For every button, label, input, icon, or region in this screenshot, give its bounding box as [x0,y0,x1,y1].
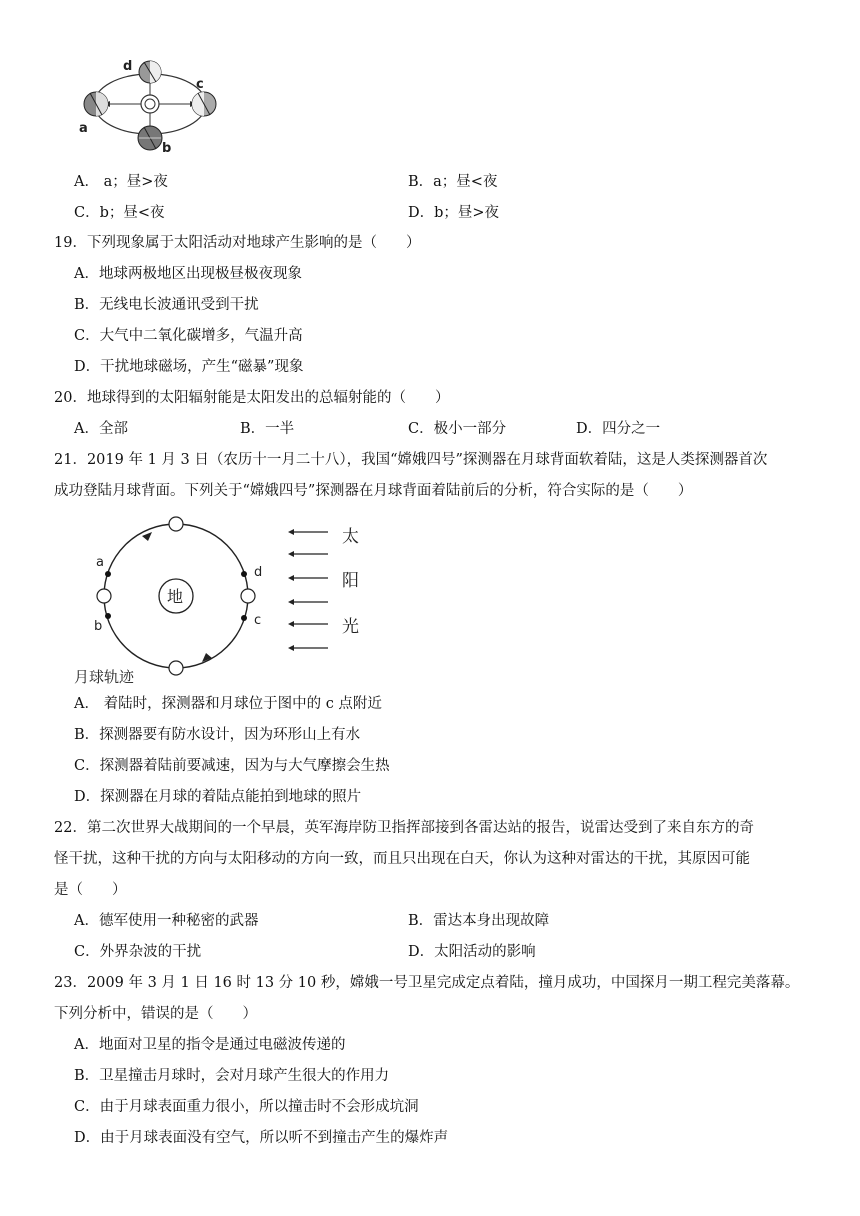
q21-stem-line2: 成功登陆月球背面。下列关于“嫦娥四号”探测器在月球背面着陆前后的分析，符合实际的是（ ） [54,483,693,499]
point-c [241,615,247,621]
label-d: d [123,59,133,74]
moon-orbit-diagram [72,510,372,686]
earth-b [138,126,162,150]
q22-option-a[interactable]: A．德军使用一种秘密的武器 [74,913,259,929]
label-a: a [79,121,88,136]
q21-option-a[interactable]: A． 着陆时，探测器和月球位于图中的 c 点附近 [74,696,382,712]
point-label-c: c [254,613,262,628]
point-label-a: a [96,555,104,570]
q21-option-d[interactable]: D．探测器在月球的着陆点能拍到地球的照片 [74,789,362,805]
label-b: b [162,141,172,156]
q18-option-d[interactable]: D．b；昼>夜 [408,205,500,221]
q22-stem-line3: 是（ ） [54,882,127,898]
q22-option-c[interactable]: C．外界杂波的干扰 [74,944,202,960]
q21-stem-line1: 21．2019 年 1 月 3 日（农历十一月二十八），我国“嫦娥四号”探测器在月球背面软着陆，这是人类探测器首次 [54,452,768,468]
sunlight-char-3: 光 [342,617,359,637]
moon-left [97,589,111,603]
q19-option-b[interactable]: B．无线电长波通讯受到干扰 [74,297,259,313]
sunlight-arrows [294,532,328,648]
sunlight-char-1: 太 [342,527,359,547]
point-a [105,571,111,577]
moon-bottom [169,661,183,675]
orbit-arrow-top [142,532,152,541]
q20-option-a[interactable]: A．全部 [74,421,128,437]
q18-option-b[interactable]: B．a；昼<夜 [408,174,498,190]
q20-option-c[interactable]: C．极小一部分 [408,421,507,437]
q20-option-d[interactable]: D．四分之一 [576,421,661,437]
point-label-b: b [94,619,103,634]
point-d [241,571,247,577]
q23-stem-line2: 下列分析中，错误的是（ ） [54,1006,257,1022]
q23-stem-line1: 23．2009 年 3 月 1 日 16 时 13 分 10 秒，嫦娥一号卫星完成定点着陆，撞月成功，中国探月一期工程完美落幕。 [54,975,800,991]
orbit-label: 月球轨迹 [74,668,135,686]
q23-option-a[interactable]: A．地面对卫星的指令是通过电磁波传递的 [74,1037,346,1053]
point-label-d: d [254,565,263,580]
earth-a [84,92,108,116]
q22-option-d[interactable]: D．太阳活动的影响 [408,944,536,960]
q23-option-c[interactable]: C．由于月球表面重力很小，所以撞击时不会形成坑洞 [74,1099,419,1115]
q19-option-a[interactable]: A．地球两极地区出现极昼极夜现象 [74,266,302,282]
earth-c [192,92,216,116]
q19-option-c[interactable]: C．大气中二氧化碳增多，气温升高 [74,328,303,344]
q18-option-a[interactable]: A． a；昼>夜 [74,174,168,190]
earth-label: 地 [167,587,184,606]
q19-stem: 19．下列现象属于太阳活动对地球产生影响的是（ ） [54,235,421,251]
label-c: c [196,77,204,92]
q18-option-c[interactable]: C．b；昼<夜 [74,205,165,221]
point-b [105,613,111,619]
q23-option-b[interactable]: B．卫星撞击月球时，会对月球产生很大的作用力 [74,1068,390,1084]
q20-stem: 20．地球得到的太阳辐射能是太阳发出的总辐射能的（ ） [54,390,450,406]
q21-option-b[interactable]: B．探测器要有防水设计，因为环形山上有水 [74,727,361,743]
q19-option-d[interactable]: D．干扰地球磁场，产生“磁暴”现象 [74,359,304,375]
q21-option-c[interactable]: C．探测器着陆前要减速，因为与大气摩擦会生热 [74,758,390,774]
sunlight-char-2: 阳 [342,571,359,591]
earth-d [139,61,161,83]
moon-right [241,589,255,603]
earth-orbit-diagram [76,56,226,156]
q20-option-b[interactable]: B．一半 [240,421,295,437]
moon-top [169,517,183,531]
q22-option-b[interactable]: B．雷达本身出现故障 [408,913,550,929]
q23-option-d[interactable]: D．由于月球表面没有空气，所以听不到撞击产生的爆炸声 [74,1130,449,1146]
q22-stem-line2: 怪干扰，这种干扰的方向与太阳移动的方向一致，而且只出现在白天，你认为这种对雷达的干扰，其原因可能 [54,851,750,867]
q22-stem-line1: 22．第二次世界大战期间的一个早晨，英军海岸防卫指挥部接到各雷达站的报告，说雷达受到了来自东方的奇 [54,820,754,836]
